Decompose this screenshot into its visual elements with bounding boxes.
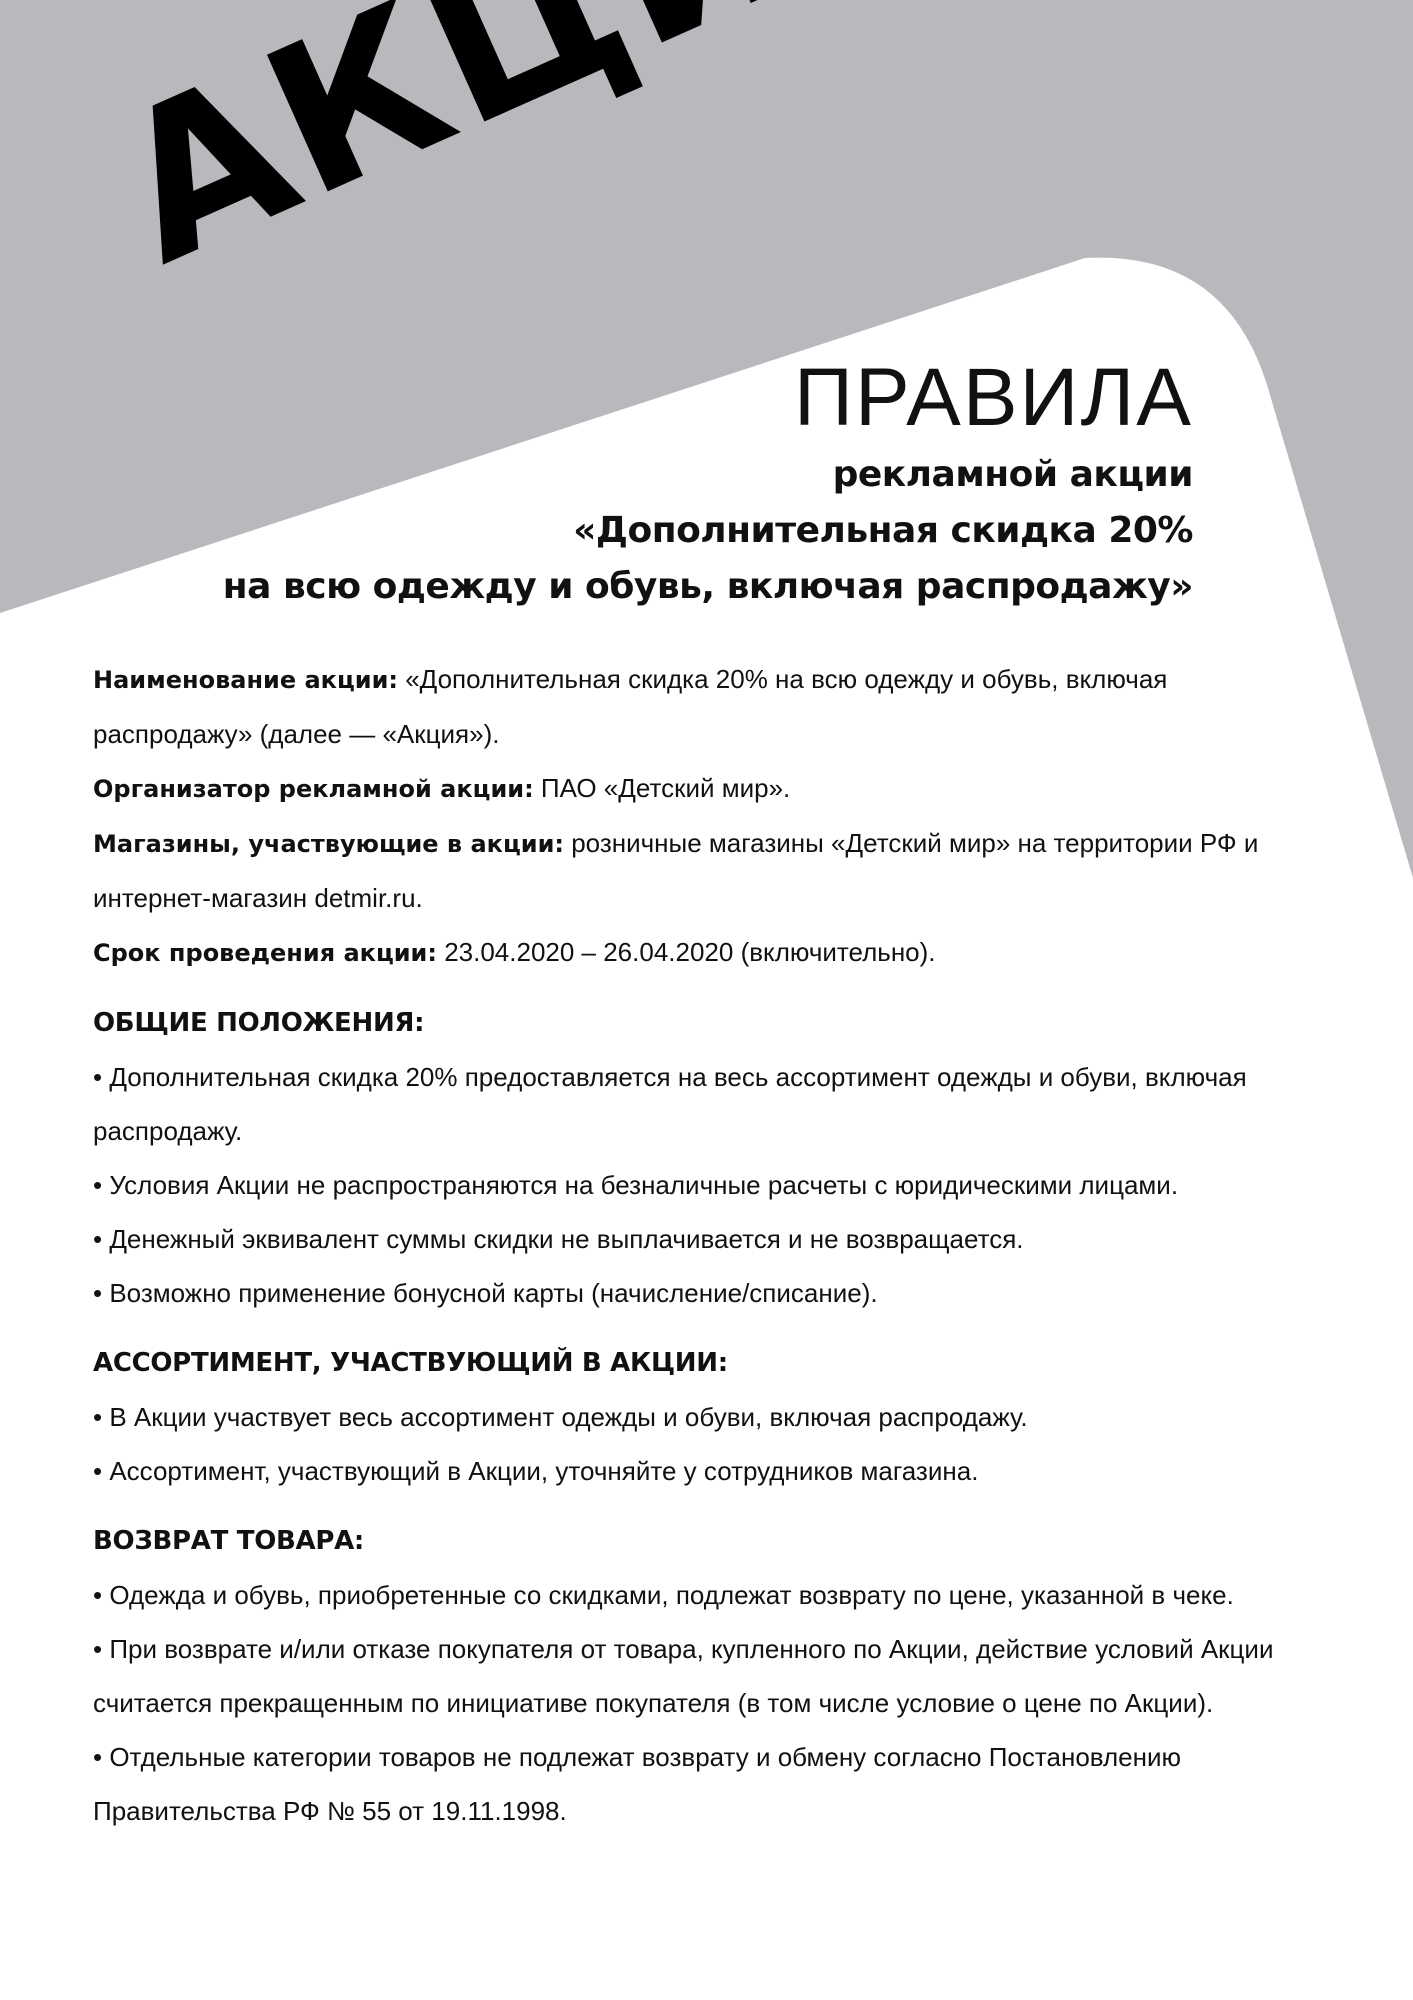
general-item-4-text: • Возможно применение бонусной карты (начисление/списание).: [93, 1278, 878, 1308]
returns-item-1-text: • Одежда и обувь, приобретенные со скидками, подлежат возврату по цене, указанной в чеке.: [93, 1580, 1234, 1610]
stores-value: розничные магазины «Детский мир» на территории РФ и: [563, 828, 1259, 858]
period-line: [93, 925, 1353, 980]
returns-item-2-continued: считается прекращенным по инициативе покупателя (в том числе условие о цене по Акции).: [93, 1688, 1214, 1718]
general-item-1-text: • Дополнительная скидка 20% предоставляется на весь ассортимент одежды и обуви, включая: [93, 1062, 1247, 1092]
returns-item-3-text: • Отдельные категории товаров не подлежат возврату и обмену согласно Постановлению: [93, 1742, 1181, 1772]
stores-line-continued: интернет-магазин detmir.ru.: [93, 883, 423, 913]
general-item-2: [93, 1158, 1353, 1212]
subtitle-line-1: рекламной акции: [832, 454, 1193, 496]
subtitle-line-3: на всю одежду и обувь, включая распродажу»: [222, 566, 1193, 608]
returns-item-2: [93, 1622, 1353, 1676]
returns-item-3: [93, 1730, 1353, 1784]
period-label: Срок проведения акции:: [93, 939, 437, 967]
assortment-item-1-text: • В Акции участвует весь ассортимент одежды и обуви, включая распродажу.: [93, 1402, 1028, 1432]
promo-name-line: [93, 652, 1353, 707]
general-section-heading: ОБЩИЕ ПОЛОЖЕНИЯ:: [93, 1008, 425, 1038]
stores-label: Магазины, участвующие в акции:: [93, 830, 564, 858]
general-item-1-continued: распродажу.: [93, 1116, 243, 1146]
assortment-item-2-text: • Ассортимент, участвующий в Акции, уточняйте у сотрудников магазина.: [93, 1456, 978, 1486]
returns-section-heading: ВОЗВРАТ ТОВАРА:: [93, 1526, 365, 1556]
rules-content: [93, 652, 1353, 1838]
returns-item-1: [93, 1568, 1353, 1622]
subtitle-line-2: «Дополнительная скидка 20%: [573, 510, 1193, 552]
returns-item-2-text: • При возврате и/или отказе покупателя от товара, купленного по Акции, действие условий Акции: [93, 1634, 1273, 1664]
stores-line: [93, 816, 1353, 871]
assortment-section-heading: АССОРТИМЕНТ, УЧАСТВУЮЩИЙ В АКЦИИ:: [93, 1348, 728, 1378]
returns-item-3-continued: Правительства РФ № 55 от 19.11.1998.: [93, 1796, 567, 1826]
promo-name-line-continued: распродажу» (далее — «Акция»).: [93, 719, 500, 749]
general-item-3-text: • Денежный эквивалент суммы скидки не выплачивается и не возвращается.: [93, 1224, 1024, 1254]
assortment-item-1: [93, 1390, 1353, 1444]
general-item-3: [93, 1212, 1353, 1266]
organizer-value: ПАО «Детский мир».: [533, 773, 791, 803]
title-block: [222, 352, 1193, 615]
period-value: 23.04.2020 – 26.04.2020 (включительно).: [436, 937, 936, 967]
promo-name-label: Наименование акции:: [93, 666, 398, 694]
general-item-4: [93, 1266, 1353, 1320]
promo-name-value: «Дополнительная скидка 20% на всю одежду и обувь, включая: [397, 664, 1168, 694]
general-item-2-text: • Условия Акции не распространяются на безналичные расчеты с юридическими лицами.: [93, 1170, 1178, 1200]
organizer-line: [93, 761, 1353, 816]
assortment-item-2: [93, 1444, 1353, 1498]
organizer-label: Организатор рекламной акции:: [93, 775, 534, 803]
page-title: ПРАВИЛА: [794, 352, 1193, 443]
general-item-1: [93, 1050, 1353, 1104]
